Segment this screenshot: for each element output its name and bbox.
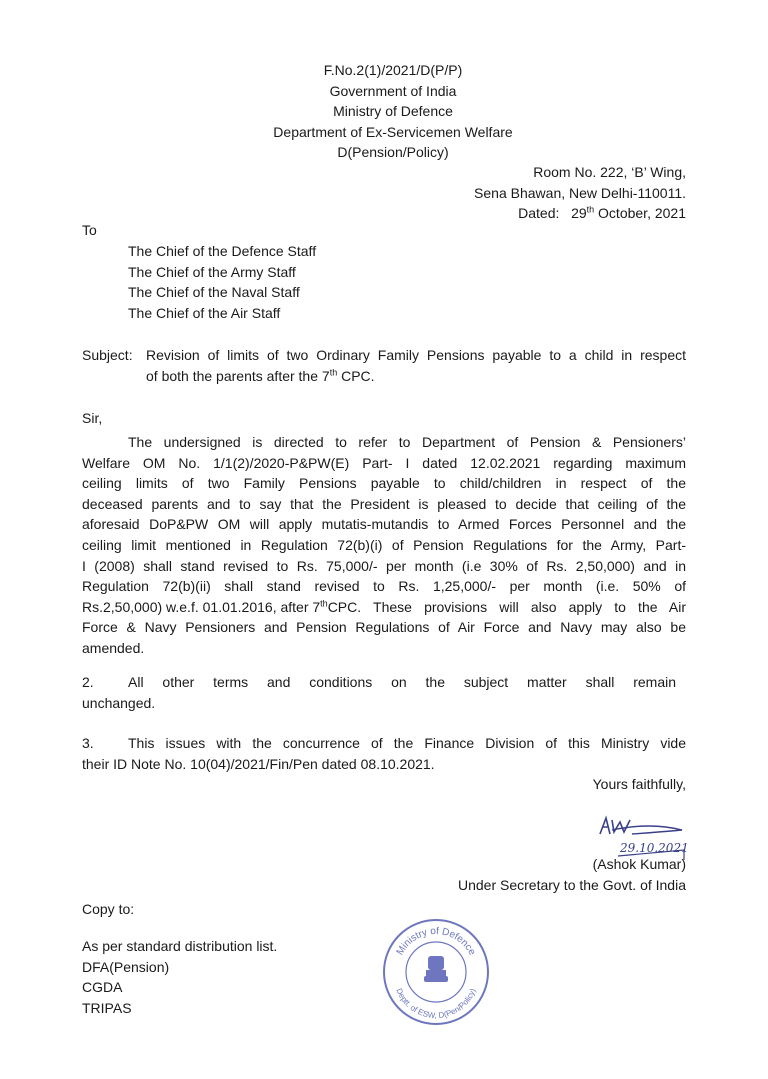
para-line: ceiling limits of two Family Pensions payable to child/children in respect of the bbox=[82, 475, 686, 492]
signatory-designation: Under Secretary to the Govt. of India bbox=[457, 877, 686, 893]
date-sup: th bbox=[586, 204, 595, 215]
para-text-part: Rs.2,50,000) w.e.f. 01.01.2016, after 7 bbox=[82, 598, 321, 615]
subject-text-part: CPC. bbox=[337, 367, 375, 384]
subject-text-part: of both the parents after the 7 bbox=[146, 367, 330, 384]
date-rest: October, 2021 bbox=[598, 205, 686, 222]
signatory-name: (Ashok Kumar) bbox=[592, 856, 686, 872]
address-block bbox=[474, 162, 686, 224]
date-line bbox=[474, 203, 686, 224]
emblem-icon bbox=[424, 956, 448, 982]
para-number: 3. bbox=[82, 735, 94, 751]
para-number: 2. bbox=[82, 674, 94, 690]
para-line: deceased parents and to say that the President is pleased to decide that ceiling of the bbox=[82, 495, 686, 512]
para-line bbox=[82, 597, 686, 618]
closing: Yours faithfully, bbox=[592, 776, 686, 792]
svg-text:Ministry of Defence: Ministry of Defence bbox=[394, 925, 478, 958]
room: Room No. 222, ‘B’ Wing, bbox=[533, 164, 686, 180]
dated-label: Dated: bbox=[518, 205, 560, 222]
official-seal bbox=[380, 916, 492, 1028]
para-line: I (2008) shall stand revised to Rs. 75,000/- per month (i.e 30% of Rs. 2,50,000) and in bbox=[82, 557, 686, 574]
government: Government of India bbox=[329, 82, 457, 99]
copy-to-item: TRIPAS bbox=[82, 999, 132, 1016]
para-line: unchanged. bbox=[82, 694, 156, 711]
para-line: The undersigned is directed to refer to Department of Pension & Pensioners’ bbox=[128, 434, 686, 450]
para-line bbox=[82, 672, 686, 693]
svg-text:Deptt. of ESW, D(Pen/Policy): Deptt. of ESW, D(Pen/Policy) bbox=[394, 987, 478, 1021]
signature-date: 29.10.2021 bbox=[620, 841, 689, 855]
department: Department of Ex-Servicemen Welfare bbox=[273, 123, 513, 140]
subject-label: Subject: bbox=[82, 347, 133, 363]
salutation: Sir, bbox=[82, 410, 103, 426]
para-line: Force & Navy Pensioners and Pension Regulations of Air Force and Navy may also be bbox=[82, 619, 686, 636]
division: D(Pension/Policy) bbox=[337, 144, 449, 161]
paragraph-1 bbox=[82, 432, 686, 659]
subject-line: Revision of limits of two Ordinary Family Pensions payable to a child in respect bbox=[146, 347, 686, 363]
copy-to-list bbox=[82, 936, 277, 1018]
para-sup: th bbox=[320, 598, 328, 609]
para-line bbox=[82, 733, 686, 754]
para-line: aforesaid DoP&PW OM will apply mutatis-mutandis to Armed Forces Personnel and the bbox=[82, 516, 686, 533]
para-text: This issues with the concurrence of the Finance Division of this Ministry vide bbox=[128, 735, 686, 751]
paragraph-2 bbox=[82, 672, 686, 713]
letterhead bbox=[193, 60, 593, 163]
addressee: The Chief of the Naval Staff bbox=[128, 284, 300, 301]
building: Sena Bhawan, New Delhi-110011. bbox=[474, 184, 686, 201]
file-number: F.No.2(1)/2021/D(P/P) bbox=[323, 62, 463, 78]
handwritten-signature bbox=[590, 812, 690, 860]
para-line: Regulation 72(b)(ii) shall stand revised to Rs. 1,25,000/- per month (i.e. 50% of bbox=[82, 578, 686, 595]
para-line: ceiling limit mentioned in Regulation 72(b)(i) of Pension Regulations for the Army, Part- bbox=[82, 536, 686, 553]
subject-sup: th bbox=[329, 366, 338, 377]
paragraph-3 bbox=[82, 733, 686, 774]
copy-to-item: DFA(Pension) bbox=[82, 958, 170, 975]
addressee-list bbox=[128, 241, 316, 323]
date-day: 29 bbox=[571, 205, 587, 222]
para-text: All other terms and conditions on the subject matter shall remain bbox=[128, 674, 676, 690]
addressee: The Chief of the Army Staff bbox=[128, 263, 296, 280]
para-line: Welfare OM No. 1/1(2)/2020-P&PW(E) Part- I dated 12.02.2021 regarding maximum bbox=[82, 454, 686, 471]
addressee: The Chief of the Air Staff bbox=[128, 304, 281, 321]
ministry: Ministry of Defence bbox=[333, 103, 453, 120]
para-text-part bbox=[82, 597, 328, 618]
copy-to-item: As per standard distribution list. bbox=[82, 938, 278, 954]
para-line: their ID Note No. 10(04)/2021/Fin/Pen dated 08.10.2021. bbox=[82, 755, 435, 772]
to-label: To bbox=[82, 222, 97, 238]
para-text-part: CPC. These provisions will also apply to the Air bbox=[327, 598, 686, 615]
para-line: amended. bbox=[82, 639, 145, 656]
subject-line bbox=[146, 366, 686, 387]
copy-to-item: CGDA bbox=[82, 979, 123, 996]
addressee: The Chief of the Defence Staff bbox=[128, 243, 317, 259]
subject-text bbox=[146, 345, 686, 386]
copy-to-label: Copy to: bbox=[82, 901, 135, 917]
